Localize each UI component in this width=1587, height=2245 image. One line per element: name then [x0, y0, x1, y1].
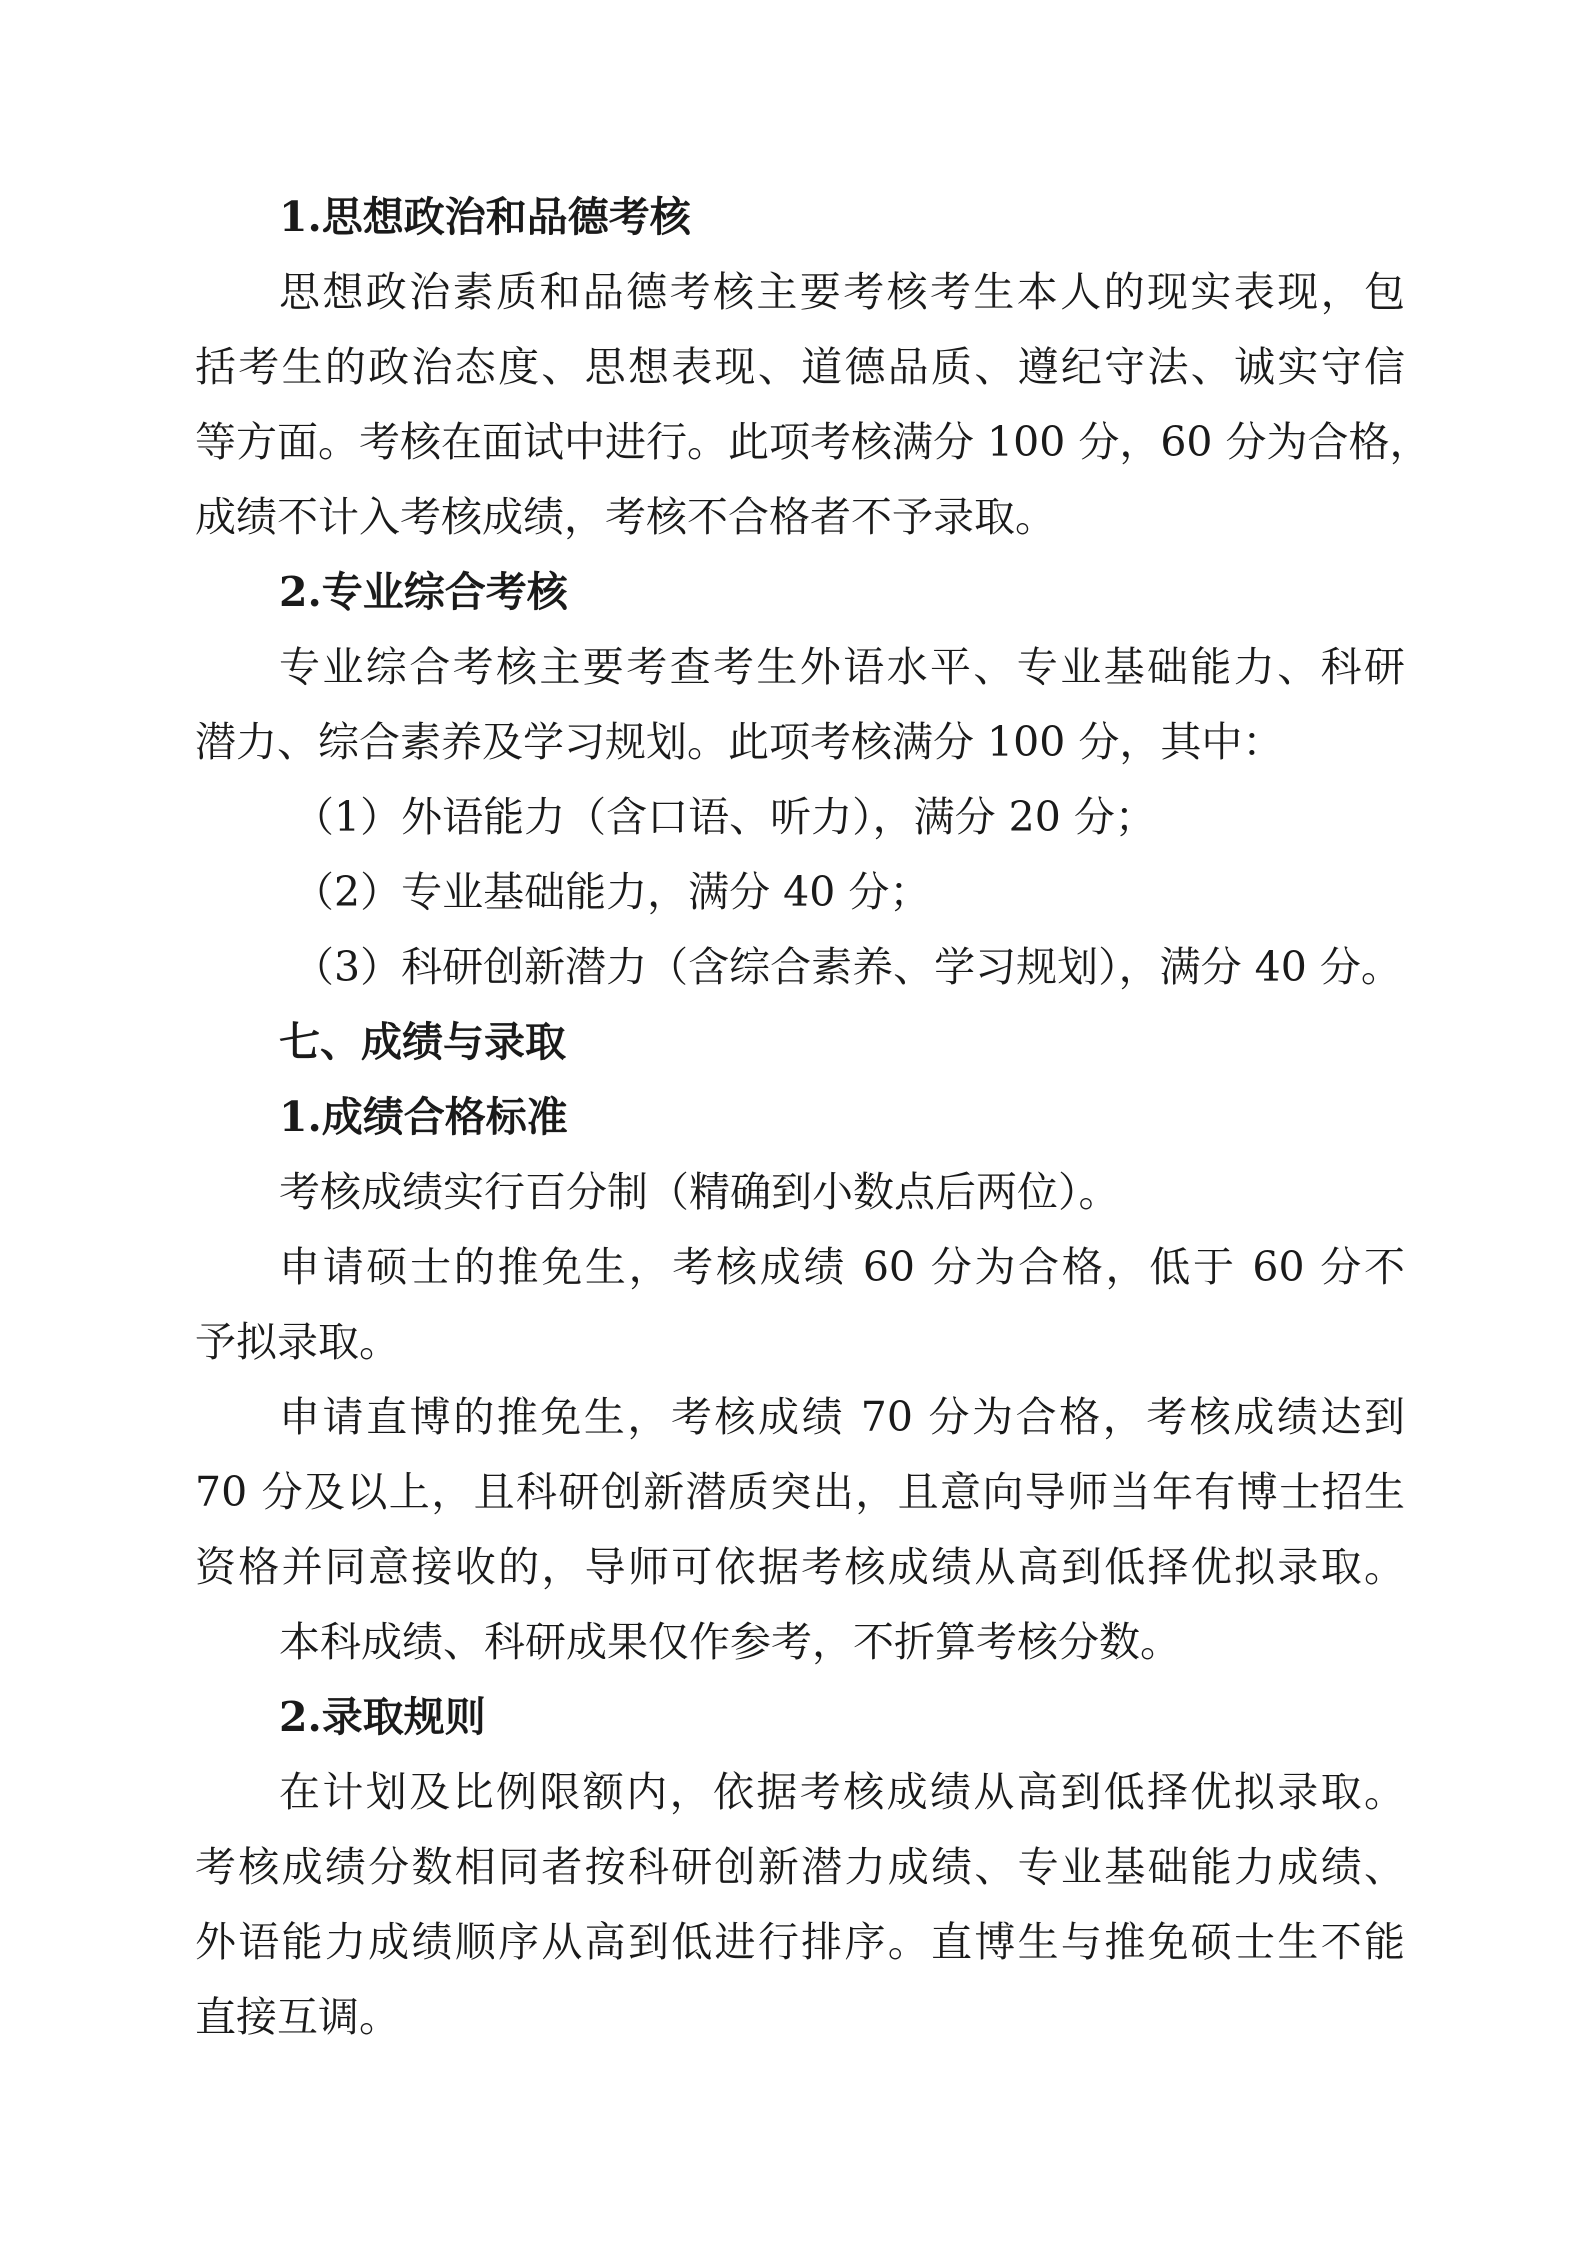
document-page — [195, 180, 1431, 2055]
paragraph-line: 思想政治素质和品德考核主要考核考生本人的现实表现，包 — [279, 268, 1405, 316]
heading-professional-assessment: 2.专业综合考核 — [279, 568, 568, 616]
paragraph-line: 考核成绩实行百分制（精确到小数点后两位）。 — [279, 1168, 1120, 1216]
list-item: （3）科研创新潜力（含综合素养、学习规划），满分 40 分。 — [293, 943, 1402, 991]
paragraph-line: 70 分及以上，且科研创新潜质突出，且意向导师当年有博士招生 — [195, 1468, 1405, 1516]
paragraph-line: 考核成绩分数相同者按科研创新潜力成绩、专业基础能力成绩、 — [195, 1843, 1405, 1891]
paragraph-line: 申请直博的推免生，考核成绩 70 分为合格，考核成绩达到 — [279, 1393, 1405, 1441]
heading-pass-standard: 1.成绩合格标准 — [279, 1093, 568, 1141]
paragraph-line: 申请硕士的推免生，考核成绩 60 分为合格，低于 60 分不 — [279, 1243, 1405, 1291]
paragraph-line: 成绩不计入考核成绩，考核不合格者不予录取。 — [195, 493, 1056, 541]
paragraph-line: 潜力、综合素养及学习规划。此项考核满分 100 分，其中： — [195, 718, 1284, 766]
paragraph-line: 资格并同意接收的，导师可依据考核成绩从高到低择优拟录取。 — [195, 1543, 1405, 1591]
paragraph-line: 直接互调。 — [195, 1993, 400, 2041]
paragraph-line: 专业综合考核主要考查考生外语水平、专业基础能力、科研 — [279, 643, 1405, 691]
section-heading-scores-admission: 七、成绩与录取 — [279, 1018, 566, 1066]
paragraph-line: 括考生的政治态度、思想表现、道德品质、遵纪守法、诚实守信 — [195, 343, 1405, 391]
paragraph-line: 予拟录取。 — [195, 1318, 400, 1366]
paragraph-line: 等方面。考核在面试中进行。此项考核满分 100 分，60 分为合格， — [195, 418, 1431, 466]
paragraph-line: 本科成绩、科研成果仅作参考，不折算考核分数。 — [279, 1618, 1181, 1666]
paragraph-line: 外语能力成绩顺序从高到低进行排序。直博生与推免硕士生不能 — [195, 1918, 1405, 1966]
heading-admission-rules: 2.录取规则 — [279, 1693, 486, 1741]
paragraph-line: 在计划及比例限额内，依据考核成绩从高到低择优拟录取。 — [279, 1768, 1405, 1816]
list-item: （2）专业基础能力，满分 40 分； — [293, 868, 931, 916]
list-item: （1）外语能力（含口语、听力），满分 20 分； — [293, 793, 1156, 841]
heading-ideology-moral: 1.思想政治和品德考核 — [279, 193, 691, 241]
